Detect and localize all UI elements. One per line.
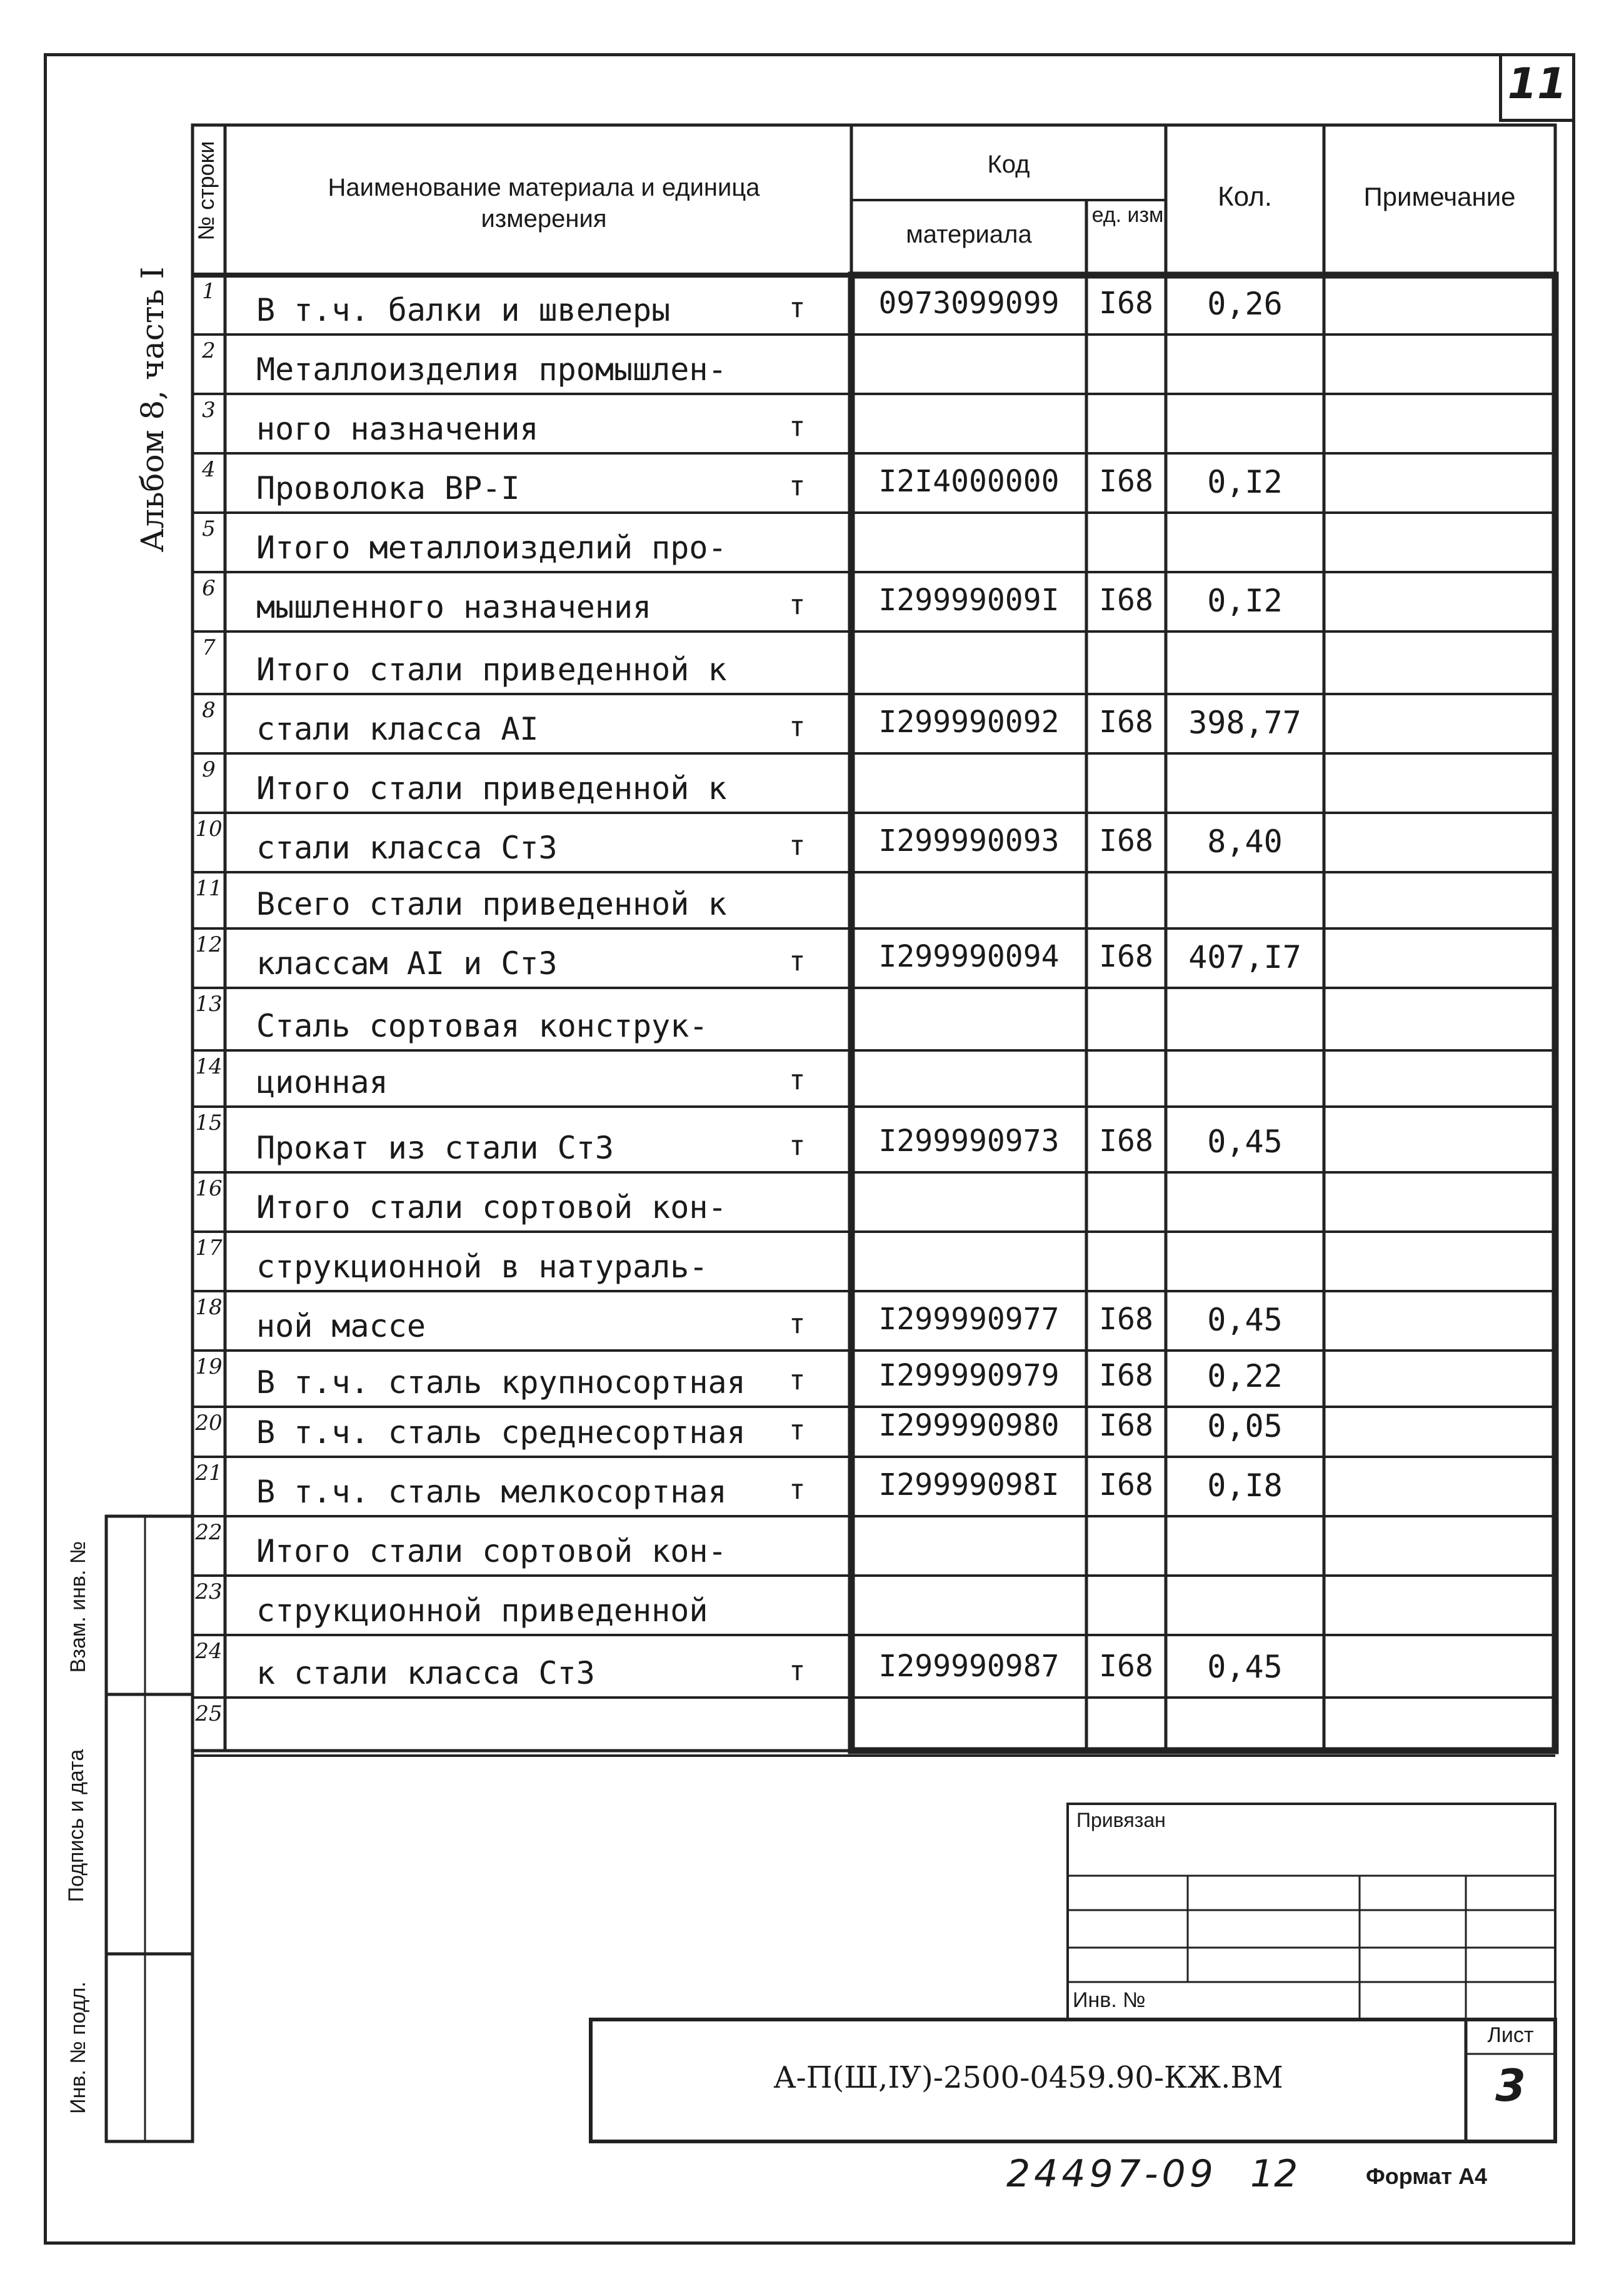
row-number: 21: [195, 1461, 223, 1486]
material-name: Прокат из стали Ст3: [256, 1130, 614, 1166]
header-quantity: Кол.: [1217, 181, 1273, 212]
quantity: 407,I7: [1188, 939, 1301, 975]
quantity: 8,40: [1207, 823, 1283, 860]
material-unit: т: [789, 830, 806, 862]
quantity: 0,45: [1207, 1302, 1283, 1338]
row-number: 10: [195, 817, 223, 842]
row-number: 13: [195, 992, 223, 1017]
material-unit: т: [789, 1655, 806, 1687]
format-label: Формат А4: [1366, 2163, 1488, 2189]
material-name: стали класса Ст3: [256, 830, 558, 866]
title-block-inv-no: Инв. №: [1073, 1988, 1146, 2012]
unit-code: I68: [1099, 705, 1153, 740]
row-number: 7: [202, 635, 216, 660]
quantity: 0,45: [1207, 1124, 1283, 1160]
material-unit: т: [789, 589, 806, 621]
row-number: 12: [195, 932, 223, 957]
page-number: 11: [1507, 59, 1567, 109]
material-name: Итого стали приведенной к: [256, 770, 727, 807]
quantity: 0,I2: [1207, 583, 1283, 619]
row-number: 11: [195, 876, 223, 901]
row-number: 25: [195, 1701, 223, 1726]
row-number: 20: [195, 1411, 223, 1436]
row-number: 4: [202, 457, 216, 482]
unit-code: I68: [1099, 1649, 1153, 1684]
material-unit: т: [789, 1064, 806, 1096]
quantity: 0,I8: [1207, 1467, 1283, 1504]
unit-code: I68: [1099, 464, 1153, 499]
unit-code: I68: [1099, 1302, 1153, 1337]
material-name: Сталь сортовая конструк-: [256, 1008, 708, 1044]
material-unit: т: [789, 1414, 806, 1446]
row-number: 23: [195, 1579, 223, 1604]
material-name: Всего стали приведенной к: [256, 886, 727, 922]
unit-code: I68: [1099, 1467, 1153, 1502]
archive-number: 24497-09: [1006, 2152, 1217, 2196]
material-code: I299990979: [878, 1358, 1060, 1393]
material-unit: т: [789, 945, 806, 977]
stamp-label-inv-podl: Инв. № подл.: [66, 1981, 90, 2114]
quantity: 0,45: [1207, 1649, 1283, 1685]
title-block-list-value: 3: [1495, 2060, 1526, 2111]
row-number: 19: [195, 1354, 223, 1379]
material-name: струкционной в натураль-: [256, 1249, 708, 1285]
row-number: 2: [202, 338, 216, 363]
row-number: 17: [195, 1235, 223, 1260]
row-number: 3: [202, 398, 216, 423]
row-number: 14: [195, 1054, 223, 1079]
material-code: I299990980: [878, 1408, 1060, 1443]
material-name: Итого стали сортовой кон-: [256, 1189, 727, 1225]
header-code-material: материала: [906, 221, 1032, 248]
document-code: А-П(Ш,IУ)-2500-0459.90-КЖ.ВМ: [773, 2060, 1283, 2095]
material-name: ного назначения: [256, 411, 539, 447]
material-name: стали класса AI: [256, 711, 539, 747]
material-unit: т: [789, 292, 806, 324]
material-name: классам AI и Ст3: [256, 945, 558, 982]
material-code: I299990093: [878, 823, 1060, 858]
title-block-list-label: Лист: [1487, 2023, 1534, 2047]
material-code: I2I4000000: [878, 464, 1060, 499]
quantity: 398,77: [1188, 705, 1301, 741]
unit-code: I68: [1099, 583, 1153, 618]
material-name: к стали класса Ст3: [256, 1655, 595, 1691]
row-number: 8: [202, 698, 216, 723]
row-number: 18: [195, 1295, 223, 1320]
material-code: I299990092: [878, 705, 1060, 740]
header-row-number: № строки: [193, 141, 219, 241]
header-code: Код: [987, 151, 1030, 178]
unit-code: I68: [1099, 939, 1153, 974]
material-code: I299990987: [878, 1649, 1060, 1684]
footer-page-number: 12: [1250, 2152, 1298, 2196]
quantity: 0,22: [1207, 1358, 1283, 1394]
material-code: 0973099099: [878, 286, 1060, 321]
unit-code: I68: [1099, 1124, 1153, 1159]
unit-code: I68: [1099, 286, 1153, 321]
row-number: 9: [202, 757, 216, 782]
material-name: Проволока ВР-I: [256, 470, 520, 506]
material-name: В т.ч. сталь среднесортная: [256, 1414, 746, 1451]
album-label: Альбом 8, часть I: [134, 266, 171, 553]
material-unit: т: [789, 470, 806, 502]
material-name: мышленного назначения: [256, 589, 652, 625]
material-name: В т.ч. сталь мелкосортная: [256, 1474, 727, 1510]
material-name: струкционной приведенной: [256, 1592, 708, 1629]
unit-code: I68: [1099, 1408, 1153, 1443]
row-number: 16: [195, 1176, 223, 1201]
row-number: 24: [195, 1639, 223, 1664]
row-number: 6: [202, 576, 216, 601]
material-name: Итого стали приведенной к: [256, 651, 727, 688]
header-code-unit: ед. изм: [1091, 203, 1164, 227]
material-name: В т.ч. балки и швелеры: [256, 292, 671, 328]
material-unit: т: [789, 711, 806, 743]
stamp-label-signature-date: Подпись и дата: [64, 1749, 88, 1903]
material-unit: т: [789, 411, 806, 443]
header-note: Примечание: [1363, 182, 1516, 211]
material-name: ной массе: [256, 1308, 426, 1344]
material-name: Итого металлоизделий про-: [256, 530, 727, 566]
quantity: 0,05: [1207, 1408, 1283, 1444]
material-unit: т: [789, 1308, 806, 1340]
material-code: I299990973: [878, 1124, 1060, 1159]
row-number: 22: [195, 1520, 223, 1545]
material-code: I29999009I: [878, 583, 1060, 618]
row-number: 5: [202, 516, 216, 541]
row-number: 1: [202, 279, 216, 304]
quantity: 0,26: [1207, 286, 1283, 322]
quantity: 0,I2: [1207, 464, 1283, 500]
material-name: Металлоизделия промышлен-: [256, 351, 727, 388]
material-code: I299990977: [878, 1302, 1060, 1337]
material-name: ционная: [256, 1064, 388, 1100]
material-unit: т: [789, 1364, 806, 1396]
material-code: I299990094: [878, 939, 1060, 974]
stamp-label-vzam-inv: Взам. инв. №: [66, 1541, 90, 1673]
material-name: Итого стали сортовой кон-: [256, 1533, 727, 1569]
title-block-privyazan: Привязан: [1076, 1809, 1166, 1831]
unit-code: I68: [1099, 1358, 1153, 1393]
material-unit: т: [789, 1474, 806, 1506]
unit-code: I68: [1099, 823, 1153, 858]
row-number: 15: [195, 1110, 223, 1135]
material-name: В т.ч. сталь крупносортная: [256, 1364, 746, 1401]
header-name: Наименование материала и единица измерения: [328, 174, 760, 233]
material-unit: т: [789, 1130, 806, 1162]
material-code: I29999098I: [878, 1467, 1060, 1502]
